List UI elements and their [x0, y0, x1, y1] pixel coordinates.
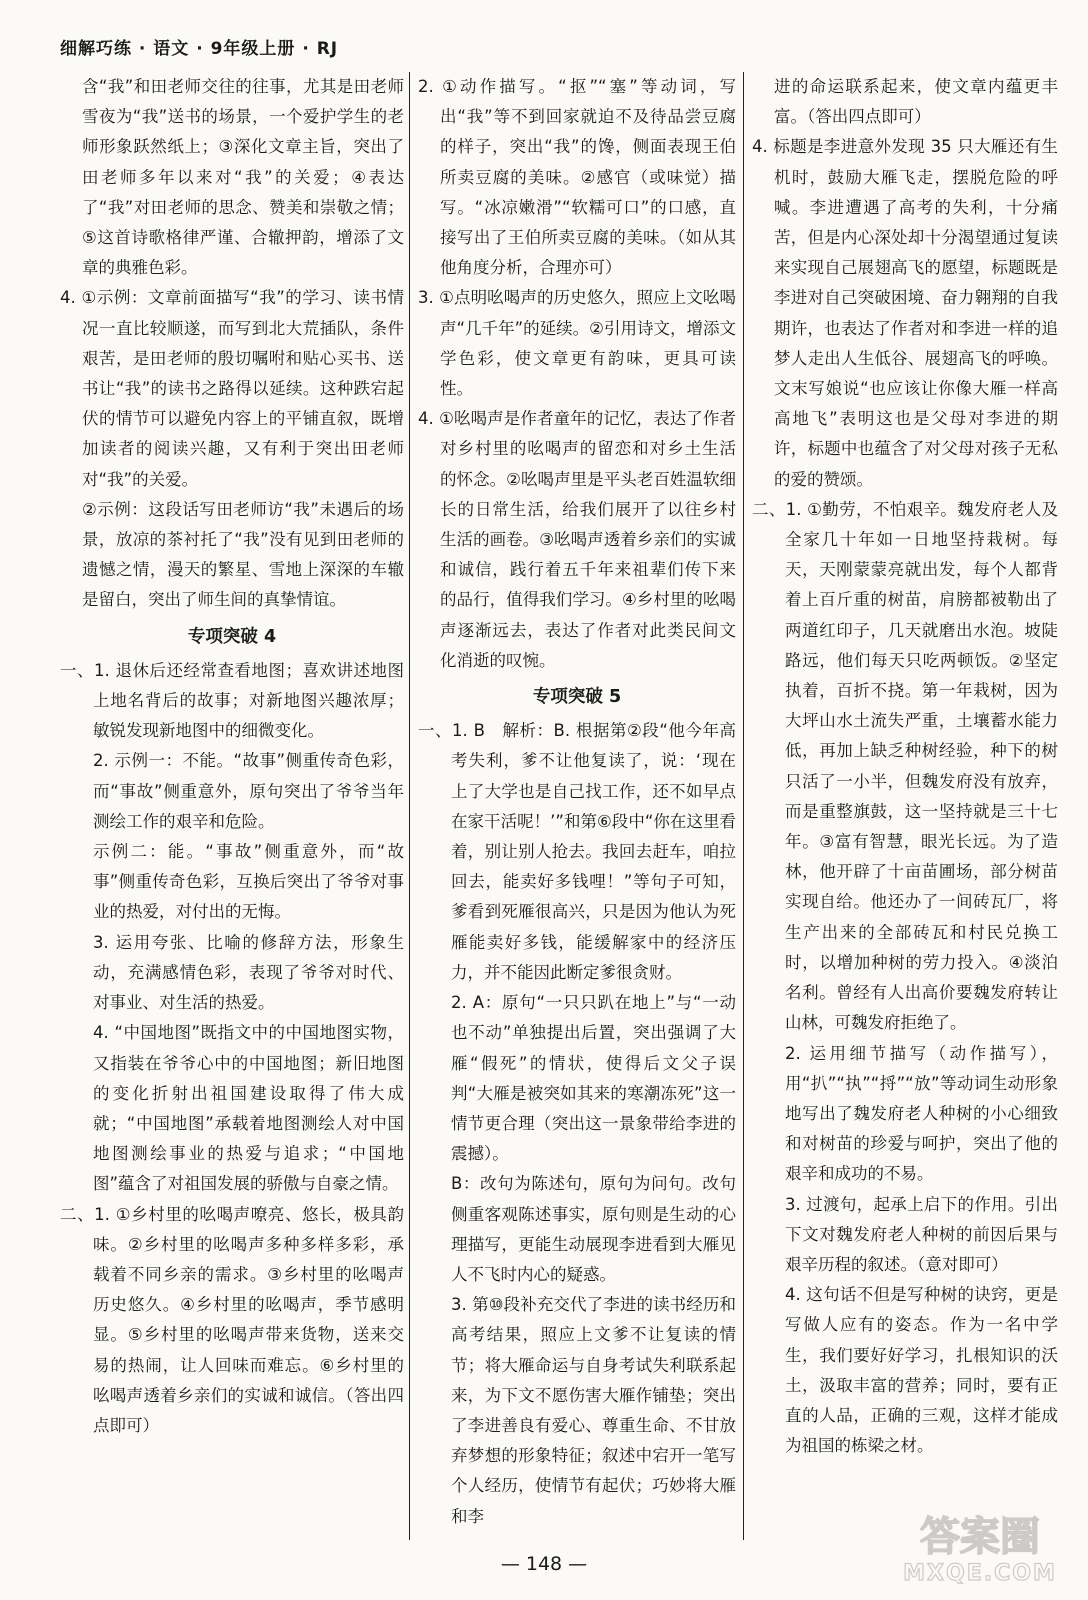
- answer-paragraph: 4. 标题是李进意外发现 35 只大雁还有生机时，鼓励大雁飞走，摆脱危险的呼喊。李进遭遇了高考的失利，十分痛苦，但是内心深处却十分渴望通过复读来实现自己展翅高飞的愿望，标题既是李进对自己突破困境、奋力翱翔的自我期许，也表达了作者对和李进一样的追梦人走出人生低谷、展翅高飞的呼唤。文末写娘说“也应该让你像大雁一样高高地飞”表明这也是父母对李进的期许，标题中也蕴含了对父母对孩子无私的爱的赞颂。: [752, 137, 1058, 489]
- column-left: [60, 72, 404, 1441]
- answer-paragraph: 进的命运联系起来，使文章内蕴更丰富。（答出四点即可）: [774, 77, 1058, 127]
- answer-paragraph: 3. ①点明吆喝声的历史悠久，照应上文吆喝声“几千年”的延续。②引用诗文，增添文学色彩，使文章更有韵味，更具可读性。: [418, 288, 736, 399]
- section-heading: 专项突破 4: [187, 626, 277, 647]
- watermark-logo: [890, 1504, 1070, 1586]
- watermark-text-cn: 答案圈: [920, 1514, 1040, 1560]
- watermark-text-en: MXQE.COM: [903, 1561, 1057, 1586]
- column-divider: [743, 72, 744, 1540]
- column-right: [752, 72, 1058, 1461]
- answer-paragraph: ②示例：这段话写田老师访“我”未遇后的场景，放凉的茶衬托了“我”没有见到田老师的遗憾之情，漫天的繁星、雪地上深深的车辙是留白，突出了师生间的真挚情谊。: [82, 499, 404, 610]
- answer-paragraph: 一、1. 退休后还经常查看地图；喜欢讲述地图上地名背后的故事；对新地图兴趣浓厚；敏锐发现新地图中的细微变化。: [60, 660, 404, 741]
- column-middle: [418, 72, 736, 1532]
- answer-paragraph: 3. 第⑩段补充交代了李进的读书经历和高考结果，照应上文爹不让复读的情节；将大雁命运与自身考试失利联系起来，为下文不愿伤害大雁作铺垫；突出了李进善良有爱心、尊重生命、不甘放弃梦想的形象特征；叙述中宕开一笔写个人经历，使情节有起伏；巧妙将大雁和李: [451, 1295, 736, 1526]
- answer-paragraph: 3. 过渡句，起承上启下的作用。引出下文对魏发府老人种树的前因后果与艰辛历程的叙述。（意对即可）: [785, 1194, 1058, 1274]
- answer-paragraph: 4. 这句话不但是写种树的诀窍，更是写做人应有的姿态。作为一名中学生，我们要好好学习，扎根知识的沃土，汲取丰富的营养；同时，要有正直的人品，正确的三观，这样才能成为祖国的栋梁之材。: [785, 1285, 1058, 1456]
- answer-paragraph: 示例二：能。“事故”侧重意外，而“故事”侧重传奇色彩，互换后突出了爷爷对事业的热爱，对付出的无悔。: [93, 842, 404, 922]
- answer-paragraph: 3. 运用夸张、比喻的修辞方法，形象生动，充满感情色彩，表现了爷爷对时代、对事业、对生活的热爱。: [93, 932, 404, 1013]
- page-number: — 148 —: [500, 1553, 588, 1575]
- answer-paragraph: B：改句为陈述句，原句为问句。改句侧重客观陈述事实，原句则是生动的心理描写，更能生动展现李进看到大雁见人不飞时内心的疑惑。: [451, 1174, 736, 1284]
- answer-paragraph: 一、1. B 解析：B. 根据第②段“他今年高考失利，爹不让他复读了，说：‘现在上了大学也是自己找工作，还不如早点在家干活呢！’”和第⑥段中“你在这里看着，别让别人抢去。我回去赶车，咱拉回去，能卖好多钱哩！”等句子可知，爹看到死雁很高兴，只是因为他认为死雁能卖好多钱，能缓解家中的经济压力，并不能因此断定爹很贪财。: [418, 721, 736, 982]
- answer-paragraph: 2. ①动作描写。“抠”“塞”等动词，写出“我”等不到回家就迫不及待品尝豆腐的样子，突出“我”的馋，侧面表现王伯所卖豆腐的美味。②感官（或味觉）描写。“冰凉嫩滑”“软糯可口”的口感，直接写出了王伯所卖豆腐的美味。（如从其他角度分析，合理亦可）: [418, 77, 736, 278]
- answer-paragraph: 二、1. ①勤劳，不怕艰辛。魏发府老人及全家几十年如一日地坚持栽树。每天，天刚蒙蒙亮就出发，每个人都背着上百斤重的树苗，肩膀都被勒出了两道红印子，几天就磨出水泡。坡陡路远，他们每天只吃两顿饭。②坚定执着，百折不挠。第一年栽树，因为大坪山水土流失严重，土壤蓄水能力低，再加上缺乏种树经验，种下的树只活了一小半，但魏发府没有放弃，而是重整旗鼓，这一坚持就是三十七年。③富有智慧，眼光长远。为了造林，他开辟了十亩苗圃场，部分树苗实现自给。他还办了一间砖瓦厂，将生产出来的全部砖瓦和村民兑换工时，以增加种树的劳力投入。④淡泊名利。曾经有人出高价要魏发府转让山林，可魏发府拒绝了。: [752, 499, 1058, 1033]
- answer-paragraph: 2. 示例一：不能。“故事”侧重传奇色彩，而“事故”侧重意外，原句突出了爷爷当年测绘工作的艰辛和危险。: [93, 751, 404, 831]
- answer-paragraph: 含“我”和田老师交往的往事，尤其是田老师雪夜为“我”送书的场景，一个爱护学生的老师形象跃然纸上；③深化文章主旨，突出了田老师多年以来对“我”的关爱；④表达了“我”对田老师的思念、赞美和崇敬之情；⑤这首诗歌格律严谨、合辙押韵，增添了文章的典雅色彩。: [82, 77, 404, 278]
- answer-paragraph: 4. ①吆喝声是作者童年的记忆，表达了作者对乡村里的吆喝声的留恋和对乡土生活的怀念。②吆喝声里是平头老百姓温软细长的日常生活，给我们展开了以往乡村生活的画卷。③吆喝声透着乡亲们的实诚和诚信，践行着五千年来祖辈们传下来的品行，值得我们学习。④乡村里的吆喝声逐渐远去，表达了作者对此类民间文化消逝的叹惋。: [418, 409, 736, 670]
- answer-paragraph: 2. 运用细节描写（动作描写），用“扒”“执”“捋”“放”等动词生动形象地写出了魏发府老人种树的小心细致和对树苗的珍爱与呵护，突出了他的艰辛和成功的不易。: [785, 1043, 1058, 1184]
- answer-paragraph: 二、1. ①乡村里的吆喝声嘹亮、悠长，极具韵味。②乡村里的吆喝声多种多样多彩，承载着不同乡亲的需求。③乡村里的吆喝声历史悠久。④乡村里的吆喝声，季节感明显。⑤乡村里的吆喝声带来货物，送来交易的热闹，让人回味而难忘。⑥乡村里的吆喝声透着乡亲们的实诚和诚信。（答出四点即可）: [60, 1204, 404, 1435]
- answer-paragraph: 2. A：原句“一只只趴在地上”与“一动也不动”单独提出后置，突出强调了大雁“假死”的情状，使得后文父子误判“大雁是被突如其来的寒潮冻死”这一情节更合理（突出这一景象带给李进的震撼）。: [451, 993, 736, 1164]
- section-heading: 专项突破 5: [532, 687, 622, 708]
- answer-paragraph: 4. “中国地图”既指文中的中国地图实物，又指装在爷爷心中的中国地图；新旧地图的变化折射出祖国建设取得了伟大成就；“中国地图”承载着地图测绘人对中国地图测绘事业的热爱与追求；“中国地图”蕴含了对祖国发展的骄傲与自豪之情。: [93, 1023, 404, 1194]
- answer-paragraph: 4. ①示例：文章前面描写“我”的学习、读书情况一直比较顺遂，而写到北大荒插队，条件艰苦，是田老师的殷切嘱咐和贴心买书、送书让“我”的读书之路得以延续。这种跌宕起伏的情节可以避免内容上的平铺直叙，既增加读者的阅读兴趣，又有利于突出田老师对“我”的关爱。: [60, 288, 404, 489]
- column-divider: [409, 72, 410, 1540]
- running-header: 细解巧练 · 语文 · 9年级上册 · RJ: [60, 39, 339, 59]
